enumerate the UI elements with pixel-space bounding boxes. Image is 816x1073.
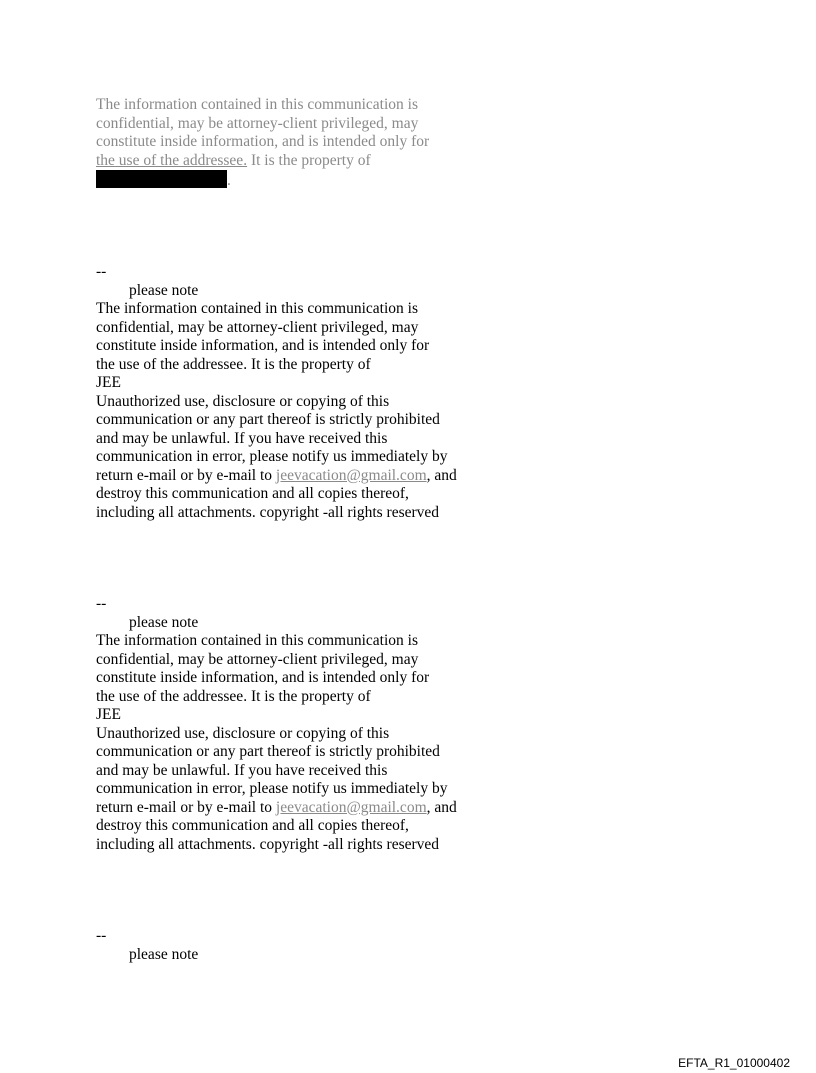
separator: -- bbox=[96, 263, 107, 280]
redaction-line bbox=[96, 170, 496, 189]
separator: -- bbox=[96, 595, 107, 612]
notice-line: and may be unlawful. If you have received this bbox=[96, 429, 388, 447]
notice-line: destroy this communication and all copies thereof, bbox=[96, 485, 409, 502]
notice-line: Unauthorized use, disclosure or copying of this bbox=[96, 724, 390, 742]
email-prefix: return e-mail or by e-mail to bbox=[96, 798, 276, 816]
notice-line: confidential, may be attorney-client privileged, may bbox=[96, 318, 419, 336]
please-note: please note bbox=[129, 281, 199, 299]
notice-line: and may be unlawful. If you have received this bbox=[96, 761, 388, 779]
notice-line: The information contained in this communication is bbox=[96, 632, 418, 649]
notice-line: communication in error, please notify us immediately by bbox=[96, 780, 448, 797]
email-line bbox=[96, 467, 496, 486]
please-note: please note bbox=[129, 613, 199, 631]
notice-line: confidential, may be attorney-client privileged, may bbox=[96, 114, 419, 132]
notice-line: including all attachments. copyright -all rights reserved bbox=[96, 835, 440, 853]
email-line bbox=[96, 799, 496, 818]
notice-line: Unauthorized use, disclosure or copying of this bbox=[96, 392, 390, 410]
separator: -- bbox=[96, 927, 107, 944]
email-suffix: , and bbox=[426, 466, 457, 484]
notice-line: communication or any part thereof is strictly prohibited bbox=[96, 743, 440, 760]
quoted-confidentiality-notice bbox=[96, 96, 496, 189]
notice-line: constitute inside information, and is intended only for bbox=[96, 133, 430, 150]
notice-line: The information contained in this communication is bbox=[96, 96, 418, 113]
notice-line: confidential, may be attorney-client privileged, may bbox=[96, 650, 419, 668]
document-id: EFTA_R1_01000402 bbox=[678, 1056, 790, 1070]
redaction-box bbox=[96, 170, 227, 188]
email-prefix: return e-mail or by e-mail to bbox=[96, 466, 276, 484]
notice-line: constitute inside information, and is intended only for bbox=[96, 669, 430, 686]
email-link[interactable]: jeevacation@gmail.com bbox=[275, 466, 427, 484]
email-suffix: , and bbox=[426, 798, 457, 816]
please-note: please note bbox=[129, 945, 199, 963]
notice-line: communication or any part thereof is strictly prohibited bbox=[96, 411, 440, 428]
notice-line: The information contained in this communication is bbox=[96, 300, 418, 317]
notice-line-rest: It is the property of bbox=[247, 151, 371, 169]
notice-line: constitute inside information, and is intended only for bbox=[96, 337, 430, 354]
notice-line bbox=[96, 152, 496, 171]
signature-section-2 bbox=[96, 595, 496, 854]
notice-line: destroy this communication and all copies thereof, bbox=[96, 817, 409, 834]
notice-underlined-text: the use of the addressee. bbox=[96, 151, 248, 169]
property-owner: JEE bbox=[96, 374, 121, 391]
notice-line: the use of the addressee. It is the property of bbox=[96, 687, 371, 705]
signature-section-3 bbox=[96, 927, 496, 964]
notice-line: including all attachments. copyright -all rights reserved bbox=[96, 503, 440, 521]
signature-section-1 bbox=[96, 263, 496, 522]
email-link[interactable]: jeevacation@gmail.com bbox=[275, 798, 427, 816]
property-owner: JEE bbox=[96, 706, 121, 723]
notice-line: the use of the addressee. It is the property of bbox=[96, 355, 371, 373]
redaction-period: . bbox=[227, 172, 231, 189]
notice-line: communication in error, please notify us immediately by bbox=[96, 448, 448, 465]
